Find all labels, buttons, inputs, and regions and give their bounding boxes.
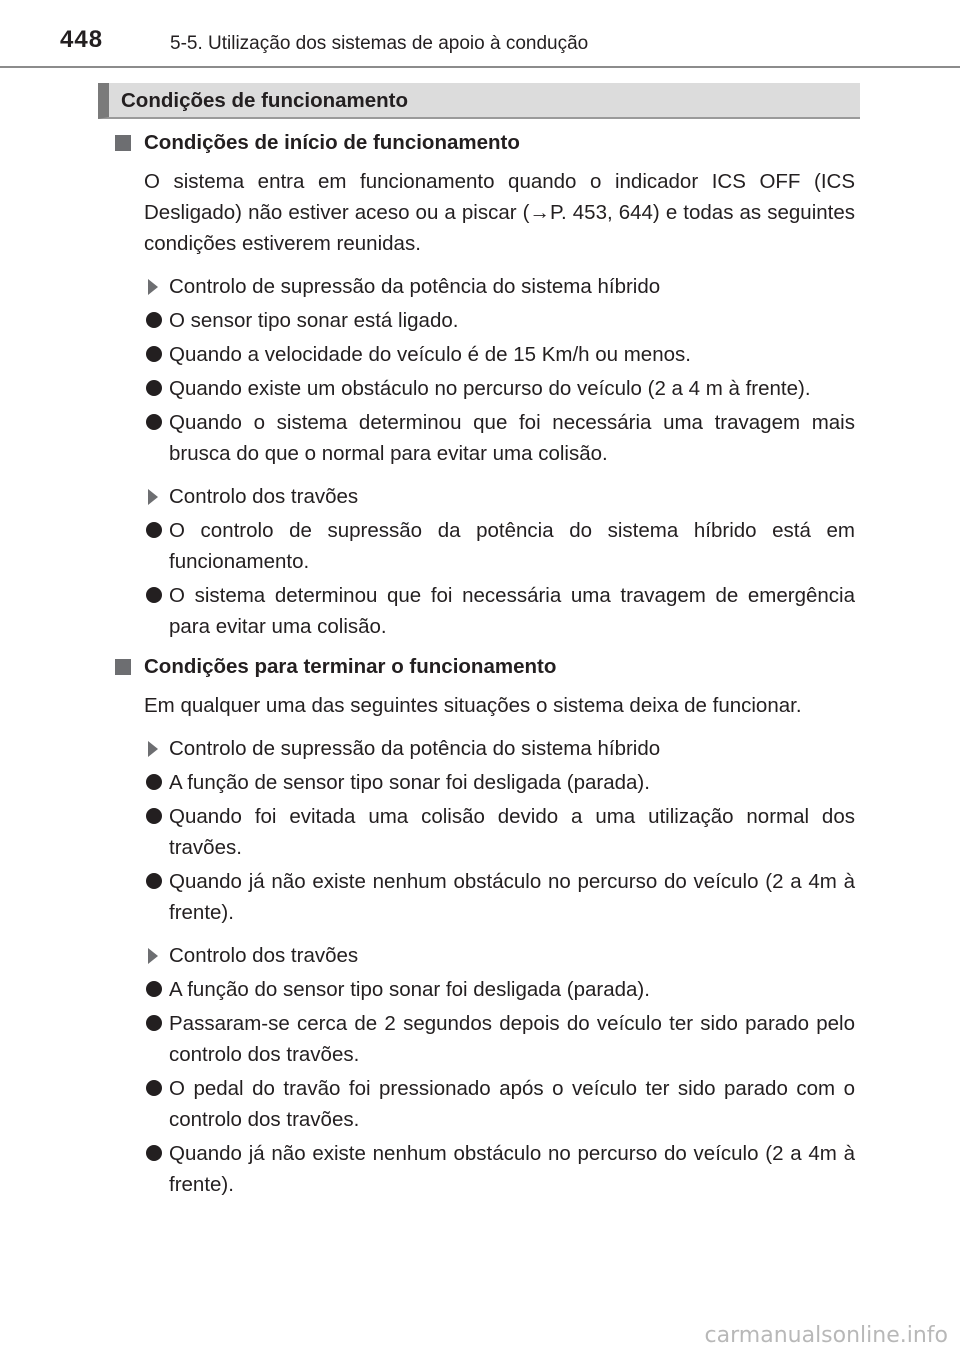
subheading-start-text: Condições de início de funcionamento <box>144 131 520 154</box>
list-item-text: O sistema determinou que foi necessária uma travagem de emergência para evitar uma colisão. <box>169 584 855 638</box>
subheading-end <box>113 651 855 682</box>
end-intro: Em qualquer uma das seguintes situações o sistema deixa de funcionar. <box>144 694 802 717</box>
circle-bullet-icon <box>146 312 162 328</box>
group-head-text: Controlo de supressão da potência do sistema híbrido <box>169 275 661 298</box>
list-item-text: Quando foi evitada uma colisão devido a uma utilização normal dos travões. <box>169 805 855 859</box>
list-item-text: A função de sensor tipo sonar foi desligada (parada). <box>169 771 650 794</box>
list-item <box>113 1073 855 1135</box>
list-item-text: Quando já não existe nenhum obstáculo no percurso do veículo (2 a 4m à frente). <box>169 1142 855 1196</box>
list-item-text: Quando já não existe nenhum obstáculo no percurso do veículo (2 a 4m à frente). <box>169 870 855 924</box>
list-item-text: Passaram-se cerca de 2 segundos depois do veículo ter sido parado pelo controlo dos travões. <box>169 1012 855 1066</box>
circle-bullet-icon <box>146 380 162 396</box>
list-item <box>113 339 855 370</box>
circle-bullet-icon <box>146 774 162 790</box>
circle-bullet-icon <box>146 587 162 603</box>
list-item <box>113 974 855 1005</box>
start-intro: O sistema entra em funcionamento quando o indicador ICS OFF (ICS Desligado) não estiver aceso ou a piscar (→P. 453, 644) e todas as seguintes condições estiverem reunidas. <box>144 170 855 255</box>
circle-bullet-icon <box>146 1080 162 1096</box>
circle-bullet-icon <box>146 346 162 362</box>
circle-bullet-icon <box>146 522 162 538</box>
triangle-bullet-icon <box>148 489 158 505</box>
list-item-text: O sensor tipo sonar está ligado. <box>169 309 459 332</box>
circle-bullet-icon <box>146 1145 162 1161</box>
list-item <box>113 1138 855 1200</box>
subheading-start <box>113 127 855 158</box>
list-item <box>113 580 855 642</box>
list-item-text: A função do sensor tipo sonar foi desligada (parada). <box>169 978 650 1001</box>
box-heading-title: Condições de funcionamento <box>121 89 409 112</box>
triangle-bullet-icon <box>148 741 158 757</box>
page-content <box>113 127 855 1200</box>
list-item <box>113 767 855 798</box>
list-item <box>113 305 855 336</box>
page-number: 448 <box>60 26 104 53</box>
list-item <box>113 1008 855 1070</box>
list-item-text: O pedal do travão foi pressionado após o veículo ter sido parado com o controlo dos travões. <box>169 1077 855 1131</box>
square-bullet-icon <box>115 135 131 151</box>
list-item-text: O controlo de supressão da potência do sistema híbrido está em funcionamento. <box>169 519 855 573</box>
circle-bullet-icon <box>146 808 162 824</box>
group-head <box>113 733 855 764</box>
list-item <box>113 866 855 928</box>
group-head-text: Controlo dos travões <box>169 944 359 967</box>
circle-bullet-icon <box>146 1015 162 1031</box>
group-head <box>113 940 855 971</box>
triangle-bullet-icon <box>148 279 158 295</box>
subheading-end-text: Condições para terminar o funcionamento <box>144 655 557 678</box>
list-item-text: Quando existe um obstáculo no percurso do veículo (2 a 4 m à frente). <box>169 377 811 400</box>
box-heading <box>98 83 860 119</box>
square-bullet-icon <box>115 659 131 675</box>
group-head <box>113 481 855 512</box>
list-item <box>113 801 855 863</box>
group-head-text: Controlo de supressão da potência do sistema híbrido <box>169 737 661 760</box>
list-item <box>113 407 855 469</box>
triangle-bullet-icon <box>148 948 158 964</box>
header-rule <box>0 66 960 68</box>
circle-bullet-icon <box>146 981 162 997</box>
watermark: carmanualsonline.info <box>704 1323 948 1348</box>
section-path: 5-5. Utilização dos sistemas de apoio à condução <box>170 33 589 54</box>
circle-bullet-icon <box>146 414 162 430</box>
list-item-text: Quando o sistema determinou que foi necessária uma travagem mais brusca do que o normal para evitar uma colisão. <box>169 411 855 465</box>
list-item-text: Quando a velocidade do veículo é de 15 Km/h ou menos. <box>169 343 691 366</box>
list-item <box>113 515 855 577</box>
list-item <box>113 373 855 404</box>
circle-bullet-icon <box>146 873 162 889</box>
group-head <box>113 271 855 302</box>
group-head-text: Controlo dos travões <box>169 485 359 508</box>
